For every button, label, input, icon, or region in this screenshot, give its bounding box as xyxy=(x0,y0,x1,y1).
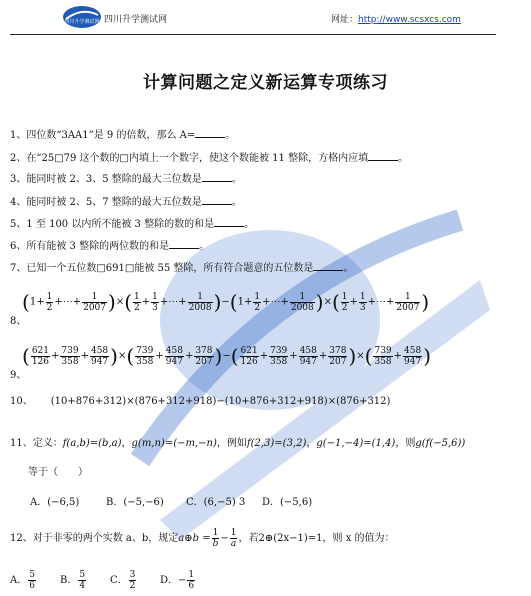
operator: − xyxy=(220,533,229,544)
fraction: $\frac{1}{2}$ xyxy=(134,291,140,313)
ellipsis: ⋯ xyxy=(270,296,281,308)
question-10-label: 10、 xyxy=(10,396,33,407)
question-12 xyxy=(10,528,395,549)
question-6-end: 。 xyxy=(199,241,210,252)
fraction: $\frac{1}{b}$ xyxy=(212,528,219,549)
question-4-text: 4、能同时被 2、5、7 整除的最大五位数是 xyxy=(10,197,202,208)
option-d: D．− $\frac{1}{6}$ xyxy=(160,570,195,591)
definition-g: g(m,n)=(−m,−n) xyxy=(131,438,217,449)
operator: + xyxy=(262,296,271,308)
condition-label: ，若 xyxy=(238,533,259,544)
term: 1 xyxy=(29,296,37,308)
option-c: C．(6,−5) 3 xyxy=(186,497,246,508)
question-5 xyxy=(10,215,254,230)
paren: ( xyxy=(229,290,238,314)
operator: × xyxy=(323,296,332,308)
ellipsis: ⋯ xyxy=(62,296,73,308)
definition-f: f(a,b)=(b,a) xyxy=(62,438,122,449)
question-7 xyxy=(10,259,353,274)
operator: + xyxy=(178,296,187,308)
answer-blank xyxy=(202,172,232,182)
term: 1 xyxy=(237,296,244,308)
question-2-text: 2、在“25□79 这个数的□内填上一个数字，使这个数能被 11 整除，方格内应填 xyxy=(10,153,369,164)
fraction: $\frac{458}{947}$ xyxy=(299,345,317,367)
site-logo xyxy=(62,5,102,29)
option-a: A． $\frac{5}{6}$ xyxy=(10,570,35,591)
paren: ( xyxy=(331,290,340,314)
paren: ) xyxy=(108,290,116,314)
fraction: $\frac{1}{2}$ xyxy=(341,291,348,313)
question-4 xyxy=(10,193,242,208)
fraction: $\frac{1}{2}$ xyxy=(254,291,261,313)
question-1 xyxy=(10,126,235,141)
answer-blank xyxy=(214,217,244,227)
question-11-ask: g(f(−5,6)) xyxy=(415,438,466,449)
example-1: f(2,3)=(3,2) xyxy=(246,438,307,449)
question-12-prefix: 12、对于非零的两个实数 a、b，规定 xyxy=(10,533,179,544)
question-10 xyxy=(10,392,390,407)
fraction: $\frac{1}{3}$ xyxy=(359,291,366,313)
question-8-expression xyxy=(22,290,429,314)
question-6 xyxy=(10,237,209,252)
fraction: $\frac{1}{2008}$ xyxy=(188,291,212,313)
example-label: ，例如 xyxy=(216,438,247,449)
answer-blank xyxy=(169,239,199,249)
answer-blank xyxy=(195,128,225,138)
operator: + xyxy=(141,296,151,308)
question-3 xyxy=(10,170,242,185)
operator: + xyxy=(386,296,395,308)
fraction: $\frac{739}{358}$ xyxy=(374,345,392,367)
ellipsis: ⋯ xyxy=(376,296,387,308)
operator: + xyxy=(367,296,377,308)
example-2: g(−1,−4)=(1,4) xyxy=(316,438,396,449)
question-6-text: 6、所有能被 3 整除的两位数的和是 xyxy=(10,241,170,252)
fraction: $\frac{1}{3}$ xyxy=(152,291,158,313)
question-3-end: 。 xyxy=(231,174,242,185)
question-11-equals: 等于（ ） xyxy=(28,467,88,478)
fraction: $\frac{1}{a}$ xyxy=(230,528,237,549)
separator: ， xyxy=(121,438,132,449)
question-8-label: 8、 xyxy=(10,316,27,327)
fraction: $\frac{621}{126}$ xyxy=(31,345,49,367)
answer-blank xyxy=(202,195,232,205)
fraction: $\frac{458}{947}$ xyxy=(404,345,422,367)
header-divider xyxy=(10,34,496,35)
fraction: $\frac{378}{207}$ xyxy=(329,345,347,367)
fraction: $\frac{621}{126}$ xyxy=(240,345,258,367)
site-url-link[interactable]: http://www.scsxcs.com xyxy=(358,15,461,25)
fraction: $\frac{458}{947}$ xyxy=(90,345,109,367)
fraction: $\frac{739}{358}$ xyxy=(270,345,288,367)
question-1-end: 。 xyxy=(225,130,236,141)
logo-text: 四川升学测试网 xyxy=(64,19,100,25)
site-url-line xyxy=(331,12,461,25)
question-4-end: 。 xyxy=(231,197,242,208)
fraction: $\frac{378}{207}$ xyxy=(195,345,213,367)
ellipsis: ⋯ xyxy=(168,296,179,308)
fraction: $\frac{458}{947}$ xyxy=(165,345,183,367)
option-b: B．(−5,−6) xyxy=(106,497,164,508)
answer-blank xyxy=(313,261,343,271)
operator: − xyxy=(221,296,230,308)
paren: ) xyxy=(315,290,324,314)
separator: ， xyxy=(306,438,317,449)
page-header xyxy=(0,0,531,40)
operator: + xyxy=(159,296,169,308)
operation-definition: a⊕b = xyxy=(178,533,211,544)
option-d: D．(−5,6) xyxy=(262,497,313,508)
question-5-end: 。 xyxy=(244,219,255,230)
question-7-text: 7、已知一个五位数□691□能被 55 整除，所有符合题意的五位数是 xyxy=(10,263,314,274)
operator: + xyxy=(243,296,253,308)
question-2 xyxy=(10,149,408,164)
fraction: $\frac{1}{2008}$ xyxy=(290,291,314,313)
option-a: A．(−6,5) xyxy=(30,497,80,508)
operator: + xyxy=(280,296,289,308)
question-1-text: 1、四位数“3AA1”是 9 的倍数，那么 A= xyxy=(10,130,196,141)
fraction: $\frac{1}{2}$ xyxy=(46,291,53,313)
paren: ) xyxy=(421,290,430,314)
question-10-expression: (10+876+312)×(876+312+918)−(10+876+312+918)×(876+312) xyxy=(50,396,391,407)
question-3-text: 3、能同时被 2、3、5 整除的最大三位数是 xyxy=(10,174,202,185)
url-label: 网址： xyxy=(331,15,359,25)
page-title: 计算问题之定义新运算专项练习 xyxy=(143,73,388,93)
fraction: $\frac{1}{2007}$ xyxy=(83,291,106,313)
question-11 xyxy=(10,434,465,449)
operator: × xyxy=(115,296,125,308)
operator: + xyxy=(349,296,358,308)
question-9-label: 9、 xyxy=(10,370,27,381)
fraction: $\frac{739}{358}$ xyxy=(61,345,79,367)
operator: + xyxy=(72,296,82,308)
question-2-end: 。 xyxy=(398,153,409,164)
paren: ( xyxy=(22,290,30,314)
condition: 2⊕(2x−1)=1 xyxy=(258,533,323,544)
operator: + xyxy=(36,296,45,308)
question-9-expression: ( $\frac{621}{126}$ + $\frac{739}{358}$ + $\frac{458}{947}$ )×( $\frac{739}{358}$ + $\frac{458}{947}$ + $\frac{378}{207}$ )−( $\frac{621}{126}$ + $\frac{739}{358}$ + $\frac{458}{947}$ + $\frac{378}{207}$ )×( $\frac{739}{358}$ + $\frac{458}{947}$ ) xyxy=(22,344,432,368)
operator: + xyxy=(54,296,63,308)
question-11-prefix: 11、定义： xyxy=(10,438,63,449)
paren: ( xyxy=(124,290,133,314)
option-b: B． $\frac{5}{4}$ xyxy=(60,570,86,591)
paren: ) xyxy=(213,290,222,314)
site-name: 四川升学测试网 xyxy=(104,15,168,25)
option-c: C． $\frac{3}{2}$ xyxy=(110,570,136,591)
question-5-text: 5、1 至 100 以内所不能被 3 整除的数的和是 xyxy=(10,219,215,230)
question-7-end: 。 xyxy=(343,263,354,274)
fraction: $\frac{739}{358}$ xyxy=(136,345,154,367)
then-label: ，则 xyxy=(395,438,416,449)
answer-blank xyxy=(368,151,398,161)
fraction: $\frac{1}{2007}$ xyxy=(396,291,420,313)
question-12-end: ，则 x 的值为： xyxy=(322,533,395,544)
